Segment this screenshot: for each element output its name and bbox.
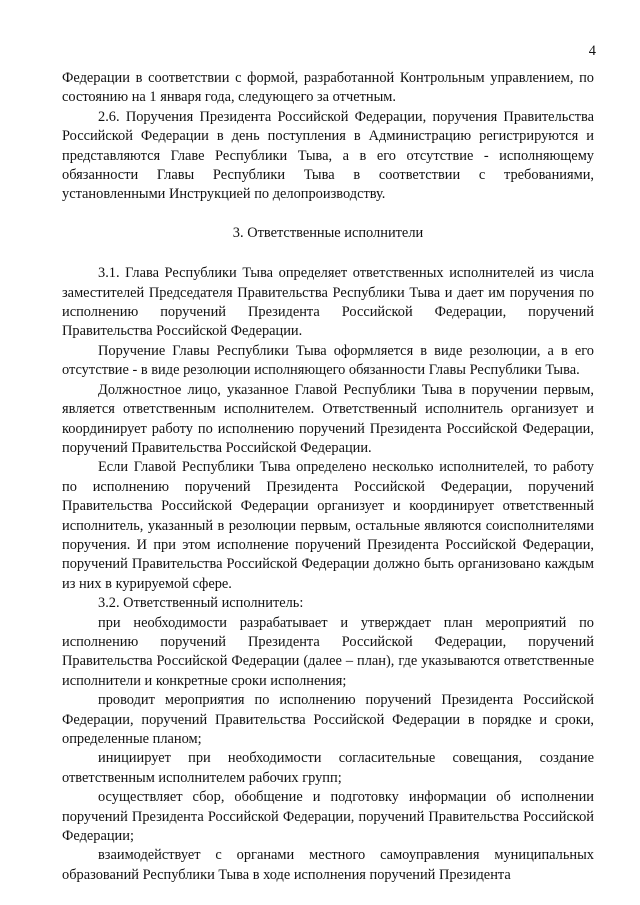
list-item-interaction: взаимодействует с органами местного самоуправления муниципальных образований Республики Тыва в ходе исполнения поручений Президента xyxy=(62,847,594,883)
paragraph-resolution: Поручение Главы Республики Тыва оформляется в виде резолюции, а в его отсутствие - в виде резолюции исполняющего обязанности Главы Республики Тыва. xyxy=(62,342,594,379)
paragraph-multiple-executors: Если Главой Республики Тыва определено несколько исполнителей, то работу по исполнению поручений Президента Российской Федерации, поручений Правительства Российской Федерации организует и координирует ответственный исполнитель, указанный в резолюции первым, остальные являются соисполнителями поручения. И при этом исполнение поручений Президента Российской Федерации, поручений Правительства Российской Федерации должно быть организовано каждым из них в курируемой сфере. xyxy=(62,459,594,592)
paragraph-2-6: 2.6. Поручения Президента Российской Федерации, поручения Правительства Российской Федерации в день поступления в Администрацию регистрируются и представляются Главе Республики Тыва, а в его отсутствие - исполняющему обязанности Главы Республики Тыва в соответствии с требованиями, установленными Инструкцией по делопроизводству. xyxy=(62,108,594,203)
list-item-measures: проводит мероприятия по исполнению поручений Президента Российской Федерации, поручений Правительства Российской Федерации в порядке и сроки, определенные планом; xyxy=(62,692,594,747)
list-item-plan: при необходимости разрабатывает и утверждает план мероприятий по исполнению поручений Президента Российской Федерации, поручений Правительства Российской Федерации (далее – план), где указываются ответственные исполнители и конкретные сроки исполнения; xyxy=(62,614,594,689)
section-heading: 3. Ответственные исполнители xyxy=(232,224,424,241)
paragraph-continuation: Федерации в соответствии с формой, разработанной Контрольным управлением, по состоянию на 1 января года, следующего за отчетным. xyxy=(62,70,594,106)
document-body xyxy=(62,69,594,885)
paragraph-3-1: 3.1. Глава Республики Тыва определяет ответственных исполнителей из числа заместителей Председателя Правительства Республики Тыва и дает им поручения по исполнению поручений Президента Российской Федерации, поручений Правительства Российской Федерации. xyxy=(62,265,594,340)
list-item-information: осуществляет сбор, обобщение и подготовку информации об исполнении поручений Президента Российской Федерации, поручений Правительства Российской Федерации; xyxy=(62,789,594,845)
paragraph-3-2: 3.2. Ответственный исполнитель: xyxy=(98,595,304,612)
paragraph-responsible-official: Должностное лицо, указанное Главой Республики Тыва в поручении первым, является ответственным исполнителем. Ответственный исполнитель организует и координирует работу по исполнению поручений Президента Российской Федерации, поручений Правительства Российской Федерации. xyxy=(62,381,594,456)
list-item-meetings: инициирует при необходимости согласительные совещания, создание ответственным исполнителем рабочих групп; xyxy=(62,750,594,786)
page-number: 4 xyxy=(588,43,596,59)
